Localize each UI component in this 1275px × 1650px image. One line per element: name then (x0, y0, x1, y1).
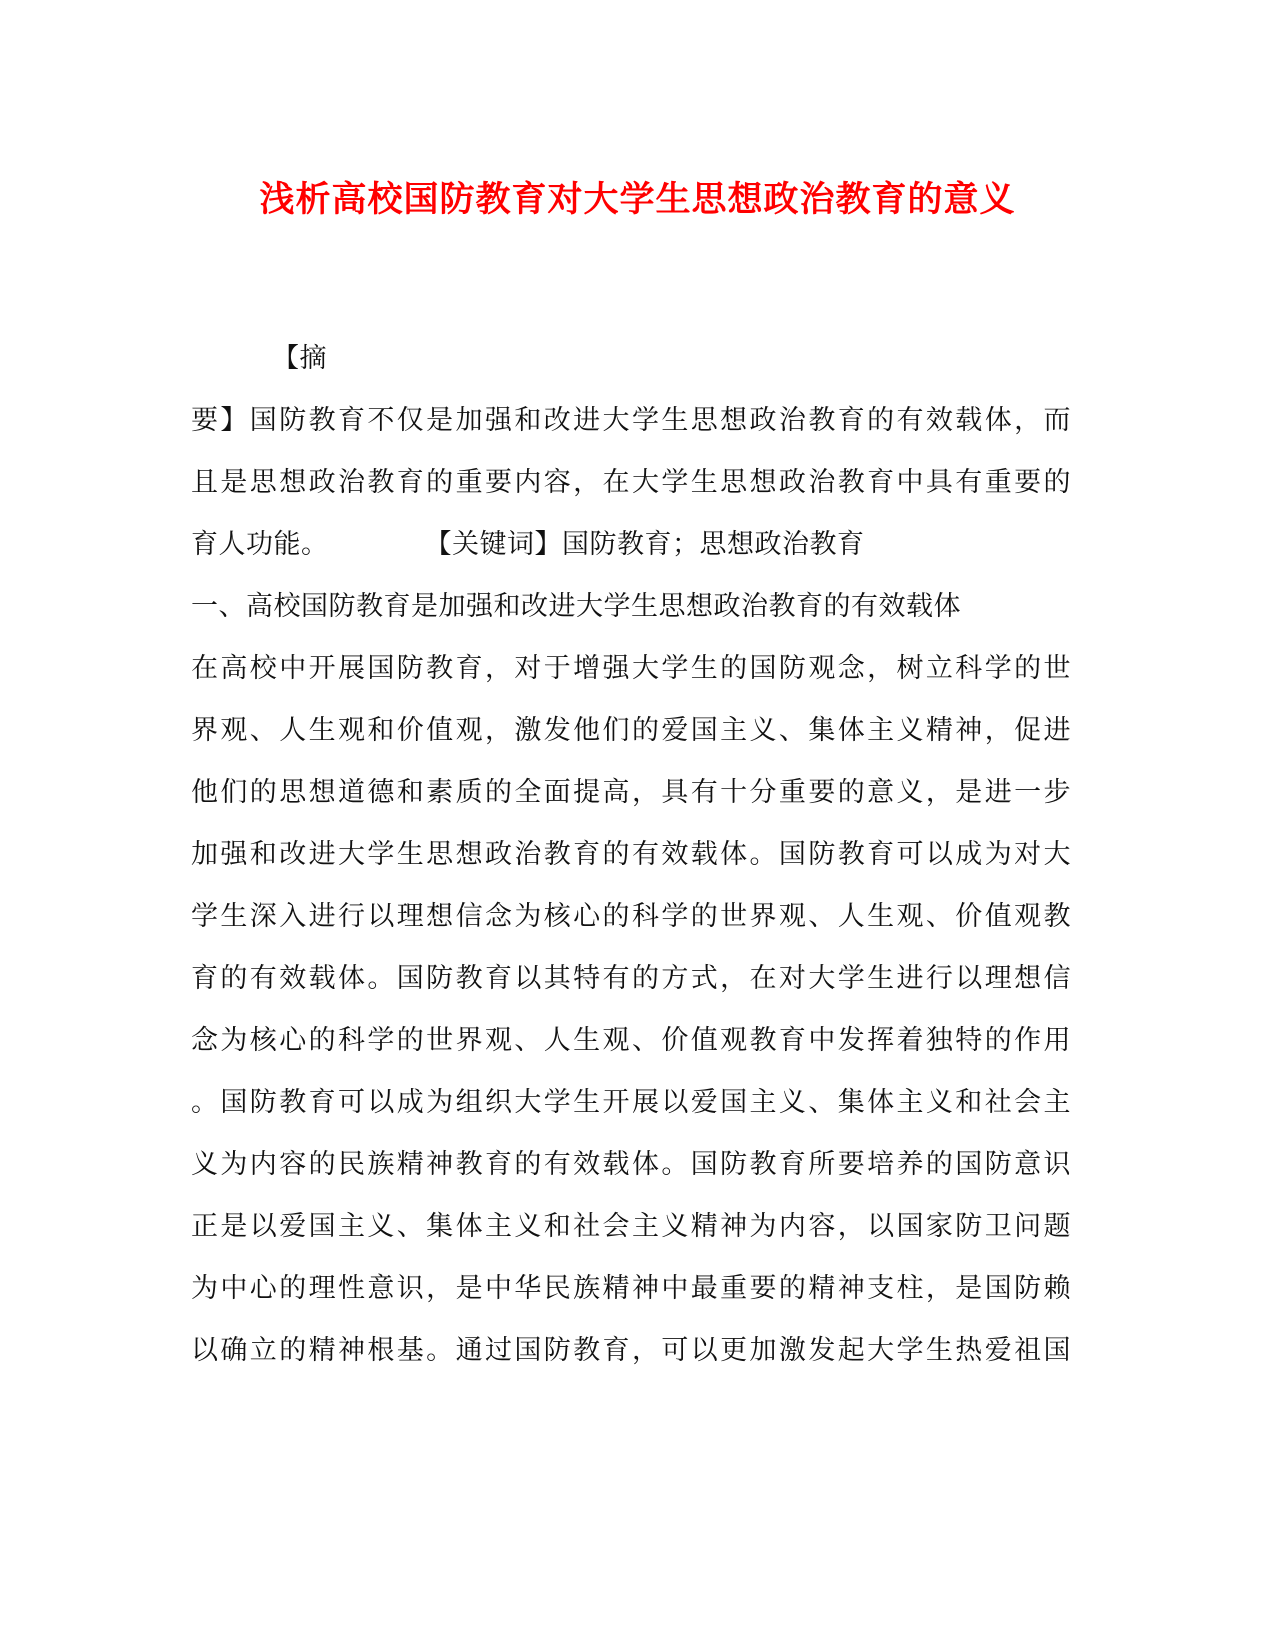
abstract-line: 要】国防教育不仅是加强和改进大学生思想政治教育的有效载体，而 (191, 405, 1071, 436)
body-line: 。国防教育可以成为组织大学生开展以爱国主义、集体主义和社会主 (191, 1087, 1071, 1118)
abstract-line: 且是思想政治教育的重要内容，在大学生思想政治教育中具有重要的 (191, 467, 1071, 498)
body-line: 以确立的精神根基。通过国防教育，可以更加激发起大学生热爱祖国 (191, 1335, 1071, 1366)
body-line: 他们的思想道德和素质的全面提高，具有十分重要的意义，是进一步 (191, 777, 1071, 808)
abstract-label-start: 【摘 (272, 343, 327, 374)
body-line: 义为内容的民族精神教育的有效载体。国防教育所要培养的国防意识 (191, 1149, 1071, 1180)
body-line: 在高校中开展国防教育，对于增强大学生的国防观念，树立科学的世 (191, 653, 1071, 684)
body-line: 为中心的理性意识，是中华民族精神中最重要的精神支柱，是国防赖 (191, 1273, 1071, 1304)
abstract-keywords-line (191, 528, 865, 562)
body-line: 念为核心的科学的世界观、人生观、价值观教育中发挥着独特的作用 (191, 1025, 1071, 1056)
body-line: 学生深入进行以理想信念为核心的科学的世界观、人生观、价值观教 (191, 901, 1071, 932)
document-title: 浅析高校国防教育对大学生思想政治教育的意义 (259, 179, 1016, 220)
body-line: 育的有效载体。国防教育以其特有的方式，在对大学生进行以理想信 (191, 963, 1071, 994)
section-heading: 一、高校国防教育是加强和改进大学生思想政治教育的有效载体 (191, 591, 961, 622)
body-line: 界观、人生观和价值观，激发他们的爱国主义、集体主义精神，促进 (191, 715, 1071, 746)
keywords: 【关键词】国防教育；思想政治教育 (424, 529, 865, 560)
abstract-line-end: 育人功能。 (191, 529, 329, 560)
body-line: 加强和改进大学生思想政治教育的有效载体。国防教育可以成为对大 (191, 839, 1071, 870)
body-line: 正是以爱国主义、集体主义和社会主义精神为内容，以国家防卫问题 (191, 1211, 1071, 1242)
